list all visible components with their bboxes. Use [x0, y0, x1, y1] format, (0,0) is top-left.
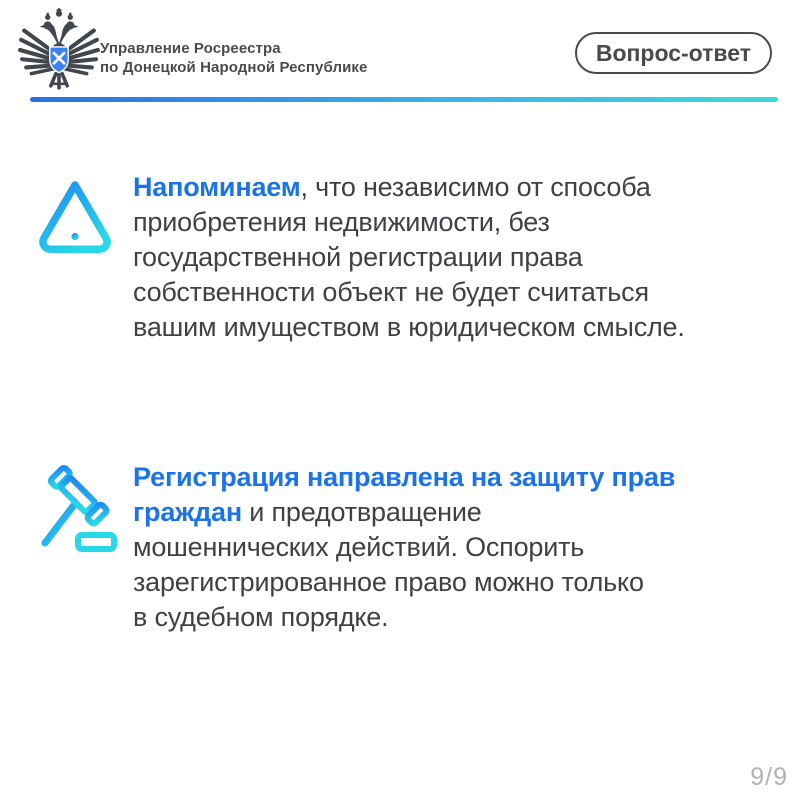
text-segment: собственности объект не будет считаться — [133, 277, 649, 307]
text-line — [133, 530, 675, 565]
org-name-line1: Управление Росреестра — [100, 40, 281, 57]
text-line — [133, 600, 675, 635]
text-segment: вашим имуществом в юридическом смысле. — [133, 312, 685, 342]
highlighted-text-segment: Регистрация направлена на защиту прав — [133, 462, 676, 492]
text-line — [133, 205, 685, 240]
gavel-icon — [32, 463, 126, 559]
rosreestr-eagle-logo — [18, 6, 100, 92]
text-line — [133, 460, 675, 495]
text-line — [133, 240, 685, 275]
question-answer-badge[interactable]: Вопрос-ответ — [575, 32, 772, 74]
org-name — [100, 39, 367, 77]
text-line — [133, 495, 675, 530]
highlighted-text-segment: Напоминаем — [133, 172, 301, 202]
reminder-text — [133, 170, 685, 345]
text-segment: и предотвращение — [241, 497, 482, 527]
text-segment: зарегистрированное право можно только — [133, 567, 644, 597]
text-segment: мошеннических действий. Оспорить — [133, 532, 585, 562]
text-segment: государственной регистрации права — [133, 242, 583, 272]
registration-text — [133, 460, 675, 635]
highlighted-text-segment: граждан — [133, 497, 242, 527]
text-line — [133, 170, 685, 205]
gradient-divider — [30, 97, 778, 102]
org-name-line2: по Донецкой Народной Республике — [100, 59, 368, 76]
text-segment: приобретения недвижимости, без — [133, 207, 550, 237]
warning-triangle-icon — [32, 175, 118, 259]
text-line — [133, 310, 685, 345]
text-line — [133, 275, 685, 310]
page-indicator: 9/9 — [750, 763, 788, 791]
text-segment: в судебном порядке. — [133, 602, 389, 632]
text-line — [133, 565, 675, 600]
text-segment: , что независимо от способа — [300, 172, 651, 202]
